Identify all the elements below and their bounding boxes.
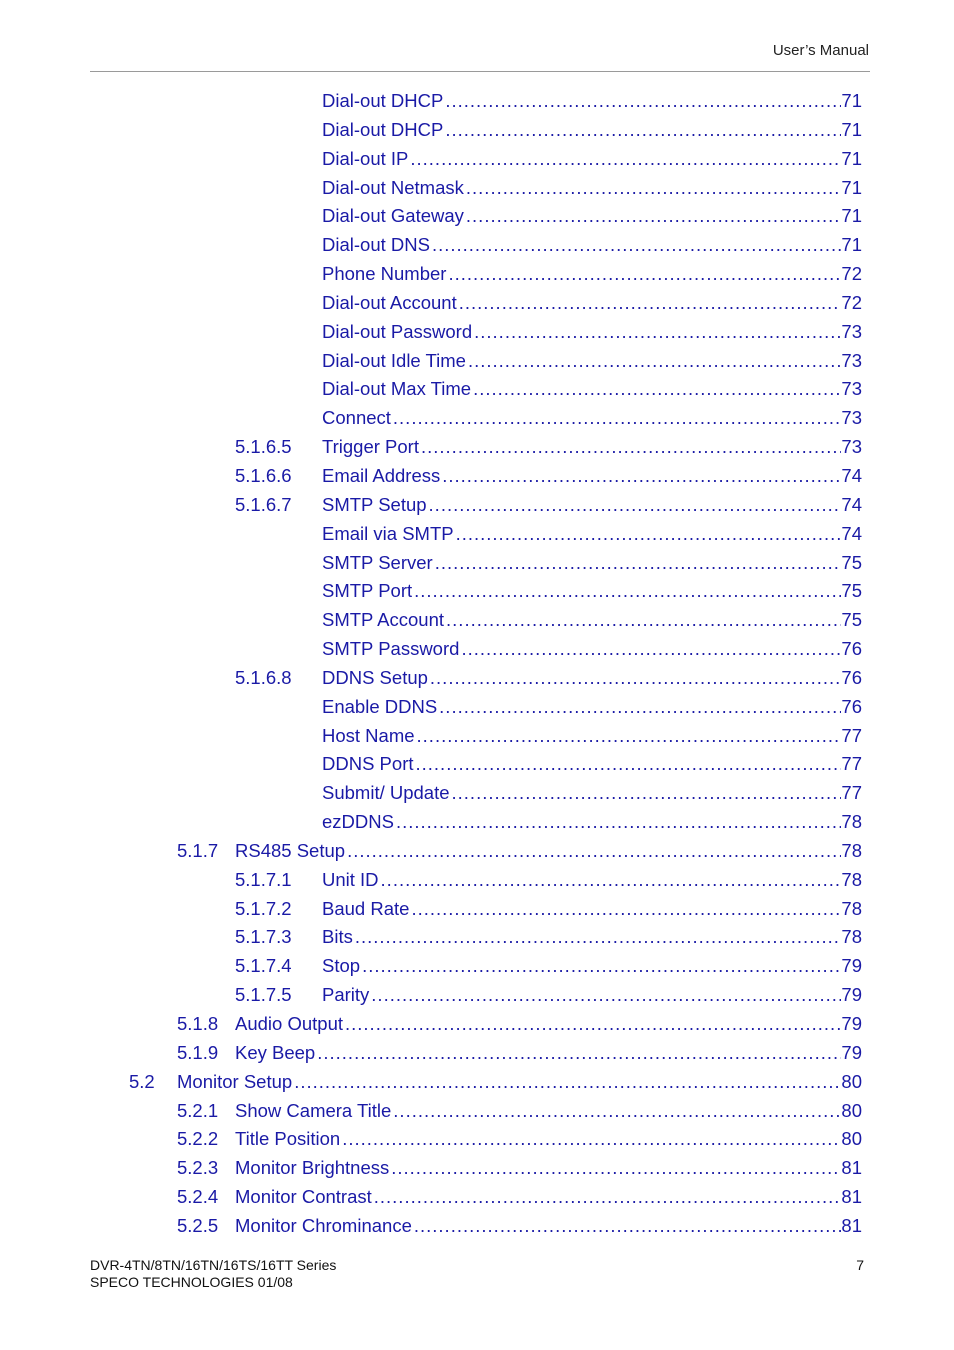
toc-entry[interactable] — [0, 577, 954, 606]
toc-title: Dial-out DNS — [322, 234, 430, 256]
toc-section-number: 5.2.1 — [177, 1099, 219, 1121]
toc-title: Monitor Contrast — [235, 1186, 372, 1208]
toc-title: Dial-out DHCP — [322, 118, 444, 140]
toc-section-number: 5.2 — [129, 1070, 155, 1092]
footer-info — [90, 1257, 336, 1290]
toc-link[interactable] — [322, 782, 862, 804]
toc-dot-leader — [461, 638, 841, 660]
toc-link[interactable] — [322, 436, 862, 458]
toc-link[interactable] — [322, 321, 862, 343]
toc-link[interactable] — [235, 1215, 862, 1237]
toc-entry[interactable] — [0, 289, 954, 318]
toc-entry[interactable] — [0, 1212, 954, 1241]
toc-entry[interactable] — [0, 866, 954, 895]
toc-page-number: 73 — [841, 349, 862, 371]
toc-title: Dial-out Gateway — [322, 205, 464, 227]
toc-page-number: 71 — [841, 147, 862, 169]
toc-entry[interactable] — [0, 145, 954, 174]
toc-dot-leader — [468, 350, 841, 372]
toc-dot-leader — [429, 494, 842, 516]
toc-entry[interactable] — [0, 952, 954, 981]
toc-page-number: 78 — [841, 897, 862, 919]
toc-page-number: 78 — [841, 811, 862, 833]
toc-title: Bits — [322, 926, 353, 948]
toc-page-number: 76 — [841, 666, 862, 688]
toc-link[interactable] — [322, 552, 862, 574]
toc-page-number: 77 — [841, 724, 862, 746]
toc-page-number: 78 — [841, 926, 862, 948]
header-title: User’s Manual — [772, 42, 869, 59]
toc-entry[interactable] — [0, 606, 954, 635]
toc-page-number: 78 — [841, 839, 862, 861]
toc-page-number: 73 — [841, 407, 862, 429]
toc-section-number: 5.1.8 — [177, 1013, 219, 1034]
toc-dot-leader — [347, 840, 841, 862]
toc-dot-leader — [393, 1100, 841, 1122]
toc-section-number: 5.1.6.7 — [235, 493, 292, 515]
toc-title: Dial-out IP — [322, 147, 409, 169]
toc-entry[interactable] — [0, 923, 954, 952]
toc-entry[interactable] — [0, 549, 954, 578]
toc-page-number: 76 — [841, 695, 862, 717]
toc-dot-leader — [342, 1128, 841, 1150]
toc-entry[interactable] — [0, 750, 954, 779]
toc-dot-leader — [442, 465, 841, 487]
toc-dot-leader — [414, 580, 841, 602]
toc-title: SMTP Port — [322, 580, 413, 602]
toc-page-number: 75 — [841, 551, 862, 573]
toc-page-number: 79 — [841, 1013, 862, 1034]
toc-section-number: 5.1.6.5 — [235, 436, 292, 458]
toc-page-number: 75 — [841, 580, 862, 602]
toc-dot-leader — [466, 205, 842, 227]
toc-dot-leader — [459, 292, 842, 314]
toc-section-number: 5.2.5 — [177, 1214, 219, 1236]
toc-entry[interactable] — [0, 895, 954, 924]
toc-page-number: 80 — [841, 1070, 862, 1092]
toc-title: SMTP Account — [322, 609, 445, 631]
toc-title: Monitor Setup — [177, 1070, 293, 1092]
toc-link[interactable] — [322, 898, 862, 920]
toc-title: Dial-out Max Time — [322, 378, 472, 400]
toc-entry[interactable] — [0, 635, 954, 664]
toc-link[interactable] — [322, 696, 862, 718]
toc-entry[interactable] — [0, 462, 954, 491]
toc-title: Monitor Brightness — [235, 1157, 390, 1179]
toc-dot-leader — [448, 263, 841, 285]
toc-dot-leader — [411, 898, 841, 920]
toc-page-number: 81 — [841, 1186, 862, 1208]
toc-entry[interactable] — [0, 174, 954, 203]
toc-link[interactable] — [322, 90, 862, 112]
toc-title: Trigger Port — [322, 436, 419, 458]
toc-dot-leader — [417, 725, 842, 747]
toc-entry[interactable] — [0, 664, 954, 693]
toc-link[interactable] — [322, 350, 862, 372]
toc-entry[interactable] — [0, 1183, 954, 1212]
toc-page-number: 73 — [841, 320, 862, 342]
toc-page-number: 71 — [841, 118, 862, 140]
toc-section-number: 5.1.7 — [177, 839, 219, 861]
toc-entry[interactable] — [0, 1125, 954, 1154]
toc-dot-leader — [430, 667, 842, 689]
toc-page-number: 74 — [841, 522, 862, 544]
toc-title: Email Address — [322, 464, 441, 486]
toc-page-number: 81 — [841, 1157, 862, 1179]
toc-title: Host Name — [322, 724, 415, 746]
toc-section-number: 5.1.7.3 — [235, 926, 292, 948]
toc-page-number: 74 — [841, 464, 862, 486]
toc-link[interactable] — [322, 494, 862, 516]
toc-section-number: 5.1.6.6 — [235, 464, 292, 486]
toc-title: SMTP Setup — [322, 493, 427, 515]
toc-link[interactable] — [322, 753, 862, 775]
toc-section-number: 5.2.4 — [177, 1186, 219, 1208]
toc-section-number: 5.2.2 — [177, 1128, 219, 1150]
toc-dot-leader — [393, 407, 842, 429]
toc-title: Key Beep — [235, 1041, 316, 1063]
toc-title: Phone Number — [322, 263, 447, 285]
toc-dot-leader — [374, 1186, 842, 1208]
toc-title: Dial-out Netmask — [322, 176, 464, 198]
toc-dot-leader — [435, 552, 842, 574]
toc-dot-leader — [445, 119, 841, 141]
toc-entry[interactable] — [0, 231, 954, 260]
toc-entry[interactable] — [0, 347, 954, 376]
toc-page-number: 71 — [841, 205, 862, 227]
toc-link[interactable] — [322, 119, 862, 141]
toc-section-number: 5.1.9 — [177, 1041, 219, 1063]
toc-link[interactable] — [235, 1186, 862, 1208]
toc-link[interactable] — [322, 407, 862, 429]
toc-link[interactable] — [322, 609, 862, 631]
toc-page-number: 77 — [841, 753, 862, 775]
toc-entry[interactable] — [0, 87, 954, 116]
footer-series: DVR-4TN/8TN/16TN/16TS/16TT Series — [90, 1257, 337, 1273]
toc-title: Parity — [322, 984, 370, 1006]
toc-title: Dial-out Idle Time — [322, 349, 466, 371]
toc-page-number: 72 — [841, 291, 862, 313]
toc-dot-leader — [396, 811, 841, 833]
toc-link[interactable] — [322, 725, 862, 747]
toc-title: Audio Output — [235, 1013, 343, 1034]
footer-company: SPECO TECHNOLOGIES 01/08 — [90, 1273, 293, 1290]
toc-entry[interactable] — [0, 779, 954, 808]
toc-link[interactable] — [322, 523, 862, 545]
toc-title: Dial-out DHCP — [322, 90, 444, 111]
toc-section-number: 5.1.7.1 — [235, 868, 292, 890]
toc-dot-leader — [439, 696, 841, 718]
toc-page-number: 71 — [841, 90, 862, 111]
toc-page-number: 79 — [841, 1041, 862, 1063]
toc-link[interactable] — [322, 869, 862, 891]
toc-link[interactable] — [235, 840, 862, 862]
toc-dot-leader — [381, 869, 842, 891]
header-divider — [90, 71, 870, 72]
toc-entry[interactable] — [0, 837, 954, 866]
toc-entry[interactable] — [0, 1154, 954, 1183]
toc-dot-leader — [410, 148, 841, 170]
toc-section-number: 5.1.7.2 — [235, 897, 292, 919]
toc-dot-leader — [355, 926, 842, 948]
toc-dot-leader — [345, 1013, 841, 1035]
toc-title: Enable DDNS — [322, 695, 438, 717]
toc-page-number: 80 — [841, 1099, 862, 1121]
toc-link[interactable] — [322, 148, 862, 170]
toc-page-number: 80 — [841, 1128, 862, 1150]
toc-link[interactable] — [322, 667, 862, 689]
toc-link[interactable] — [322, 955, 862, 977]
toc-entry[interactable] — [0, 375, 954, 404]
toc-title: Stop — [322, 955, 361, 977]
toc-title: ezDDNS — [322, 811, 394, 833]
toc-title: Submit/ Update — [322, 782, 450, 804]
toc-title: DDNS Setup — [322, 666, 428, 688]
toc-link[interactable] — [322, 465, 862, 487]
toc-link[interactable] — [235, 1013, 862, 1035]
toc-link[interactable] — [322, 638, 862, 660]
toc-link[interactable] — [322, 926, 862, 948]
toc-dot-leader — [362, 955, 841, 977]
toc-dot-leader — [416, 753, 842, 775]
toc-link[interactable] — [322, 984, 862, 1006]
toc-entry[interactable] — [0, 404, 954, 433]
toc-entry[interactable] — [0, 202, 954, 231]
toc-entry[interactable] — [0, 1068, 954, 1097]
toc-page-number: 79 — [841, 984, 862, 1006]
page-number: 7 — [856, 1257, 864, 1273]
toc-dot-leader — [456, 523, 842, 545]
toc-dot-leader — [445, 90, 841, 112]
toc-dot-leader — [474, 321, 841, 343]
toc-page-number: 77 — [841, 782, 862, 804]
toc-entry[interactable] — [0, 693, 954, 722]
toc-page-number: 81 — [841, 1214, 862, 1236]
toc-entry[interactable] — [0, 1010, 954, 1039]
toc-dot-leader — [317, 1042, 841, 1064]
toc-section-number: 5.1.6.8 — [235, 666, 292, 688]
toc-dot-leader — [294, 1071, 841, 1093]
toc-title: SMTP Password — [322, 638, 460, 660]
toc-link[interactable] — [322, 263, 862, 285]
toc-page-number: 73 — [841, 436, 862, 458]
toc-link[interactable] — [322, 378, 862, 400]
toc-dot-leader — [466, 177, 842, 199]
toc-dot-leader — [391, 1157, 841, 1179]
toc-link[interactable] — [177, 1071, 862, 1093]
toc-title: Unit ID — [322, 868, 379, 890]
toc-entry[interactable] — [0, 1039, 954, 1068]
toc-title: Title Position — [235, 1128, 341, 1150]
toc-page-number: 74 — [841, 493, 862, 515]
toc-page-number: 79 — [841, 955, 862, 977]
toc-title: Dial-out Password — [322, 320, 473, 342]
toc-link[interactable] — [322, 177, 862, 199]
toc-page-number: 71 — [841, 234, 862, 256]
toc-dot-leader — [414, 1215, 842, 1237]
toc-link[interactable] — [235, 1128, 862, 1150]
toc-title: Monitor Chrominance — [235, 1214, 412, 1236]
toc-section-number: 5.2.3 — [177, 1157, 219, 1179]
toc-link[interactable] — [322, 205, 862, 227]
toc-title: Connect — [322, 407, 391, 429]
toc-entry[interactable] — [0, 520, 954, 549]
toc-page-number: 75 — [841, 609, 862, 631]
toc-title: DDNS Port — [322, 753, 414, 775]
toc-entry[interactable] — [0, 1097, 954, 1126]
toc-title: Email via SMTP — [322, 522, 454, 544]
toc-section-number: 5.1.7.5 — [235, 984, 292, 1006]
toc-title: Dial-out Account — [322, 291, 457, 313]
toc-dot-leader — [371, 984, 841, 1006]
toc-entry[interactable] — [0, 433, 954, 462]
toc-title: RS485 Setup — [235, 839, 346, 861]
toc-link[interactable] — [322, 292, 862, 314]
toc-link[interactable] — [235, 1100, 862, 1122]
toc-entry[interactable] — [0, 491, 954, 520]
table-of-contents — [0, 87, 954, 1241]
toc-entry[interactable] — [0, 722, 954, 751]
toc-title: Baud Rate — [322, 897, 410, 919]
toc-entry[interactable] — [0, 808, 954, 837]
toc-dot-leader — [473, 378, 841, 400]
toc-link[interactable] — [322, 580, 862, 602]
toc-link[interactable] — [235, 1042, 862, 1064]
toc-entry[interactable] — [0, 318, 954, 347]
toc-page-number: 72 — [841, 263, 862, 285]
toc-dot-leader — [452, 782, 842, 804]
toc-title: Show Camera Title — [235, 1099, 392, 1121]
toc-entry[interactable] — [0, 981, 954, 1010]
toc-entry[interactable] — [0, 116, 954, 145]
toc-entry[interactable] — [0, 260, 954, 289]
toc-page-number: 76 — [841, 638, 862, 660]
toc-link[interactable] — [322, 811, 862, 833]
toc-page-number: 71 — [841, 176, 862, 198]
toc-link[interactable] — [322, 234, 862, 256]
toc-page-number: 73 — [841, 378, 862, 400]
toc-section-number: 5.1.7.4 — [235, 955, 292, 977]
toc-title: SMTP Server — [322, 551, 433, 573]
toc-dot-leader — [421, 436, 841, 458]
toc-dot-leader — [446, 609, 841, 631]
toc-dot-leader — [432, 234, 841, 256]
toc-page-number: 78 — [841, 868, 862, 890]
toc-link[interactable] — [235, 1157, 862, 1179]
